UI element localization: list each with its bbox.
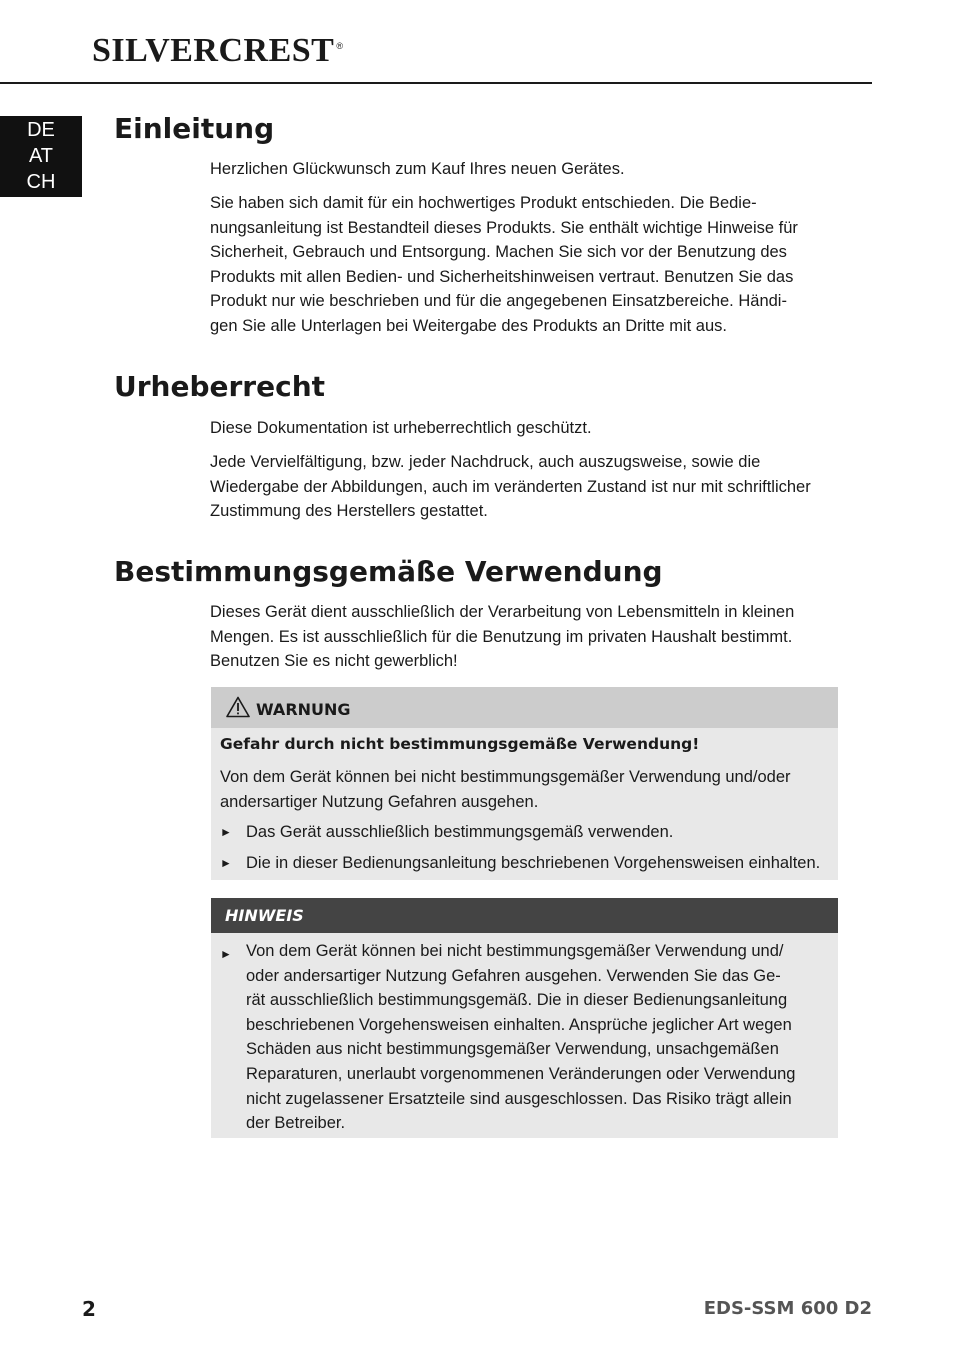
- warning-label: WARNUNG: [256, 700, 351, 719]
- header-divider: [0, 82, 872, 84]
- copyright-line: Zustimmung des Herstellers gestattet.: [210, 502, 488, 521]
- note-label: HINWEIS: [225, 906, 304, 925]
- warning-text-line: andersartiger Nutzung Gefahren ausgehen.: [220, 792, 539, 811]
- language-at: AT: [28, 145, 54, 167]
- section-title-copyright: Urheberrecht: [114, 370, 326, 403]
- brand-logo: [92, 34, 342, 68]
- brand-logo-text: SILVERCREST: [92, 32, 335, 69]
- warning-subtitle: Gefahr durch nicht bestimmungsgemäße Verwendung!: [220, 735, 700, 753]
- note-line: nicht zugelassener Ersatzteile sind ausgeschlossen. Das Risiko trägt allein: [246, 1089, 792, 1108]
- intro-line: Sie haben sich damit für ein hochwertiges Produkt entschieden. Die Bedie-: [210, 194, 757, 212]
- copyright-paragraph-1: Diese Dokumentation ist urheberrechtlich geschützt.: [210, 419, 592, 437]
- intro-paragraph-1: Herzlichen Glückwunsch zum Kauf Ihres neuen Gerätes.: [210, 160, 625, 178]
- note-box: [211, 898, 838, 1138]
- note-text: [246, 939, 834, 1136]
- section-title-intro: Einleitung: [114, 112, 275, 145]
- language-de: DE: [27, 119, 55, 141]
- bullet-arrow-icon: ►: [220, 825, 232, 839]
- intended-use-paragraph: [210, 600, 840, 674]
- note-header: [211, 898, 838, 933]
- intro-line: Produkt nur wie beschrieben und für die angegebenen Einsatzbereiche. Händi-: [210, 292, 787, 311]
- warning-text: [220, 765, 835, 814]
- note-line: Schäden aus nicht bestimmungsgemäßer Verwendung, unsachgemäßen: [246, 1040, 779, 1059]
- trademark-symbol: ®: [336, 41, 344, 51]
- bullet-arrow-icon: ►: [220, 856, 232, 870]
- copyright-paragraph-2: [210, 450, 840, 524]
- intro-line: gen Sie alle Unterlagen bei Weitergabe des Produkts an Dritte mit aus.: [210, 316, 727, 335]
- intro-line: Produkts mit allen Bedien- und Sicherheitshinweisen vertraut. Benutzen Sie das: [210, 267, 794, 286]
- bullet-arrow-icon: ►: [220, 947, 232, 961]
- section-title-intended-use: Bestimmungsgemäße Verwendung: [114, 555, 663, 588]
- warning-triangle-icon: [226, 696, 250, 722]
- language-tab: [0, 116, 82, 197]
- warning-header: [211, 687, 838, 728]
- intro-line: nungsanleitung ist Bestandteil dieses Produkts. Sie enthält wichtige Hinweise für: [210, 218, 798, 237]
- model-number: EDS-SSM 600 D2: [703, 1298, 872, 1319]
- intended-use-line: Dieses Gerät dient ausschließlich der Verarbeitung von Lebensmitteln in kleinen: [210, 603, 795, 621]
- warning-bullet-text: Die in dieser Bedienungsanleitung beschriebenen Vorgehensweisen einhalten.: [246, 854, 821, 872]
- intro-line: Sicherheit, Gebrauch und Entsorgung. Machen Sie sich vor der Benutzung des: [210, 243, 787, 262]
- note-line: beschriebenen Vorgehensweisen einhalten. Ansprüche jeglicher Art wegen: [246, 1015, 792, 1034]
- intended-use-line: Benutzen Sie es nicht gewerblich!: [210, 652, 458, 671]
- note-line: Reparaturen, unerlaubt vorgenommenen Veränderungen oder Verwendung: [246, 1064, 796, 1083]
- warning-box: [211, 687, 838, 880]
- copyright-line: Jede Vervielfältigung, bzw. jeder Nachdruck, auch auszugsweise, sowie die: [210, 453, 761, 471]
- note-line: oder andersartiger Nutzung Gefahren ausgehen. Verwenden Sie das Ge-: [246, 966, 781, 985]
- note-line: rät ausschließlich bestimmungsgemäß. Die in dieser Bedienungsanleitung: [246, 991, 788, 1010]
- intro-paragraph-2: [210, 191, 840, 339]
- note-line: der Betreiber.: [246, 1114, 346, 1133]
- copyright-line: Wiedergabe der Abbildungen, auch im veränderten Zustand ist nur mit schriftlicher: [210, 477, 811, 496]
- language-ch: CH: [26, 171, 56, 193]
- warning-text-line: Von dem Gerät können bei nicht bestimmungsgemäßer Verwendung und/oder: [220, 768, 791, 786]
- note-line: Von dem Gerät können bei nicht bestimmungsgemäßer Verwendung und/: [246, 942, 784, 960]
- page-number: 2: [82, 1297, 96, 1321]
- intended-use-line: Mengen. Es ist ausschließlich für die Benutzung im privaten Haushalt bestimmt.: [210, 627, 793, 646]
- warning-bullet-text: Das Gerät ausschließlich bestimmungsgemäß verwenden.: [246, 823, 674, 841]
